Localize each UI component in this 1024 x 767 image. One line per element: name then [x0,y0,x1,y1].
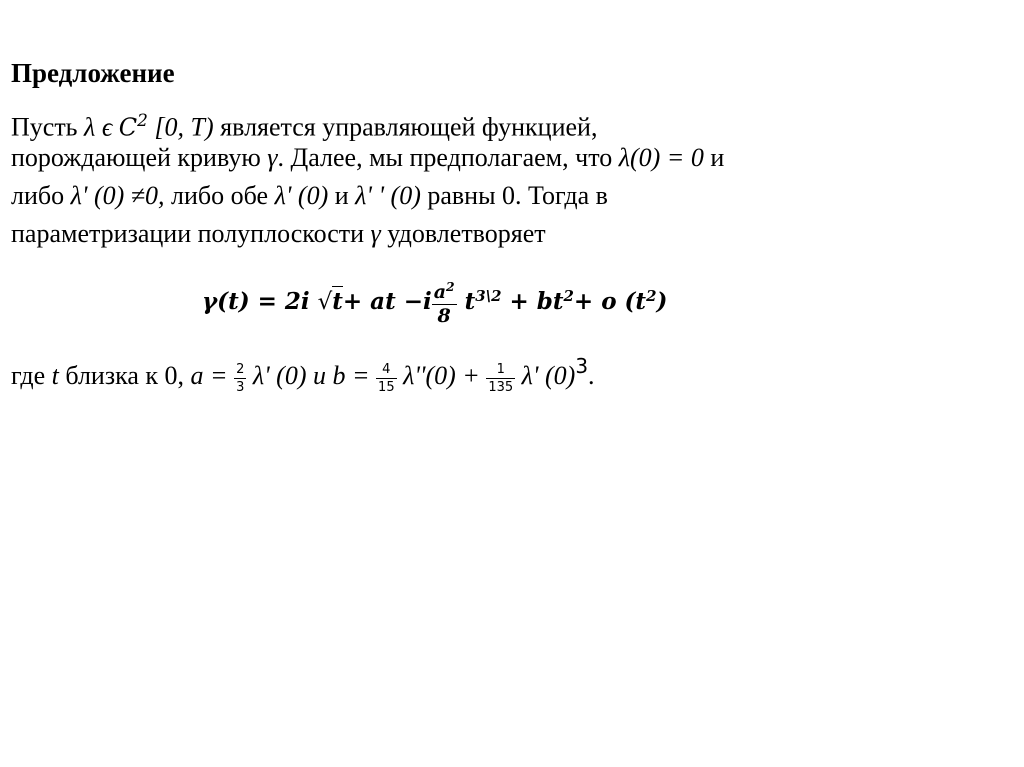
initial-condition: λ(0) = 0 [618,143,704,172]
fraction-denominator: 15 [378,379,395,395]
cube-exponent: 3 [575,354,589,378]
fraction-numerator: 1 [486,363,515,379]
text-segment: либо обе [164,181,275,210]
little-o-close: ) [656,288,668,316]
text-line-2 [11,139,1011,177]
little-o-exponent: 2 [646,287,657,305]
text-segment: . Далее, мы предполагаем, что [277,143,619,172]
text-segment: где [11,361,52,390]
text-segment: Пусть [11,112,85,142]
fraction-denominator: 8 [437,304,451,327]
derivative-condition-1: λ' (0) ≠0, [70,181,165,210]
text-segment: и [328,181,356,210]
formula-middle: + at −i [342,288,432,316]
proposition-title: Предложение [11,58,175,88]
fraction-1-over-135 [486,363,515,394]
text-line-3 [11,177,1011,215]
derivative-condition-3: λ' ' (0) [355,181,421,210]
t-exponent: 3\2 [475,287,502,305]
sqrt-argument: t [332,288,343,316]
b-end: λ' (0) [515,361,576,390]
t-variable: t [51,361,59,390]
a-equals: a = [190,361,235,390]
fraction-numerator [432,278,457,305]
text-segment: и [703,143,725,172]
numerator-exponent: 2 [446,278,455,294]
main-formula [202,266,667,332]
lambda-symbol: λ [84,112,96,142]
gamma-symbol: γ [267,143,278,172]
fraction-numerator: 2 [236,361,245,377]
little-o-term: + o (t [573,288,647,316]
proposition-text [11,101,1011,253]
text-segment: удовлетворяет [380,219,546,248]
text-line-4 [11,215,1011,253]
formula-lhs: γ(t) = 2i [202,288,318,316]
gamma-symbol: γ [370,219,381,248]
fraction-denominator: 135 [488,379,514,395]
derivative-condition-2: λ' (0) [274,181,329,210]
fraction-numerator: 4 [376,363,397,379]
a-rest: λ' (0) и b = [246,361,377,390]
text-segment: близка к 0, [58,361,191,390]
coefficients-line [11,336,595,406]
text-line-1 [11,101,1011,142]
b-term: + bt [501,288,564,316]
text-segment: либо [11,181,71,210]
fraction-2-over-3 [234,363,246,394]
t-term: t [456,288,476,316]
text-segment: равны 0. Тогда в [420,181,608,210]
numerator-base: a [433,280,447,303]
fraction-denominator: 3 [236,379,245,395]
element-of-symbol: ϵ [95,112,119,142]
text-segment: параметризации полуплоскости [11,219,371,248]
text-segment: порождающей кривую [11,143,268,172]
text-segment: является управляющей функцией, [213,112,598,142]
sqrt-icon: √ [317,289,333,316]
interval-expression: [0, T) [147,112,214,142]
function-class-symbol: C [118,113,138,142]
fraction-4-over-15 [376,363,397,394]
b-middle: λ''(0) + [396,361,487,390]
b-term-exponent: 2 [563,287,574,305]
function-class-exponent: 2 [137,110,148,130]
period: . [588,361,595,390]
fraction-a2-over-8 [432,278,457,327]
